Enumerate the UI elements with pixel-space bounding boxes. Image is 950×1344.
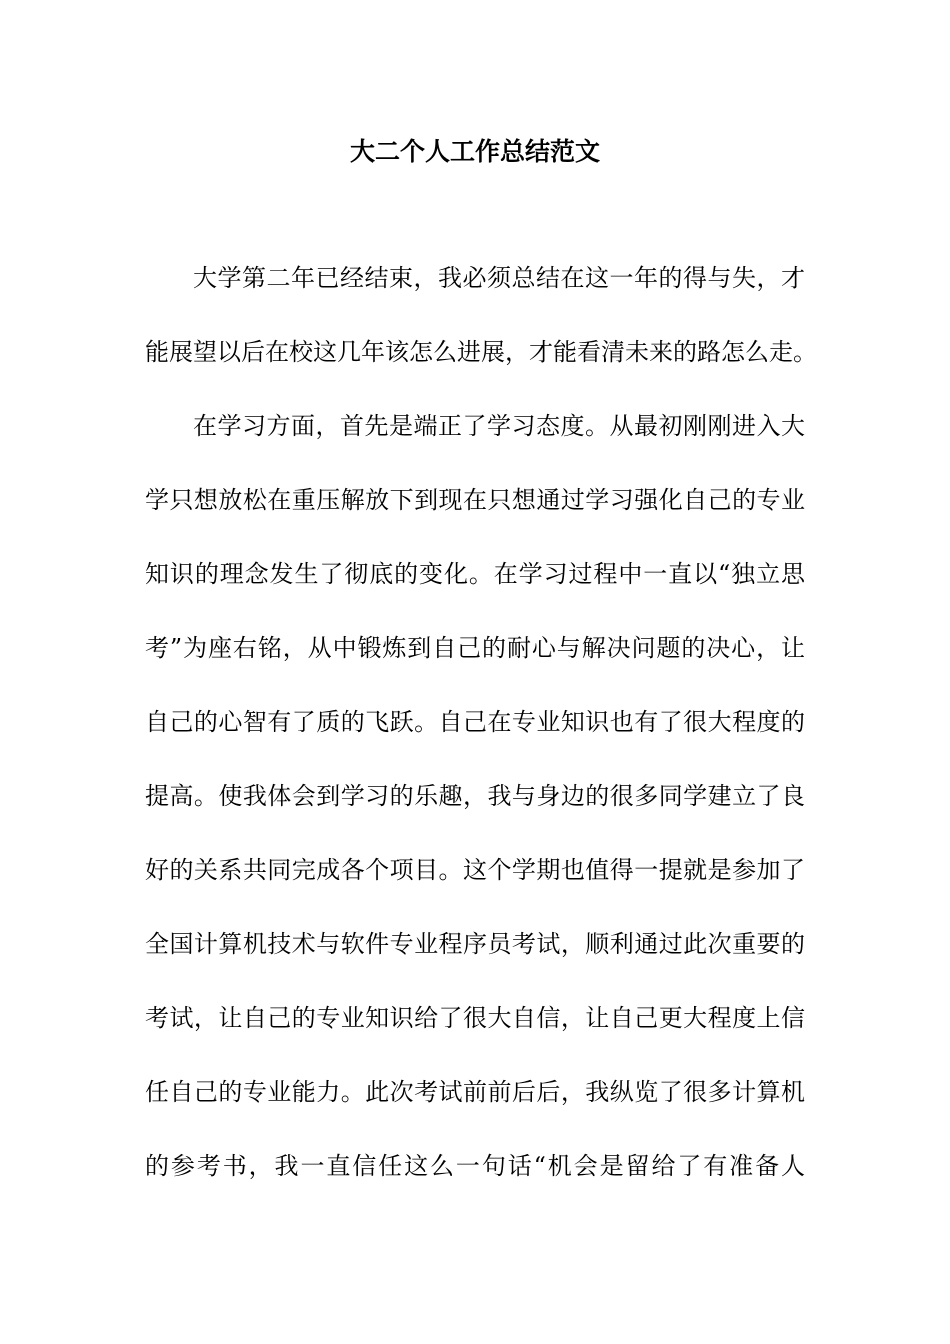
body-line: 知识的理念发生了彻底的变化。在学习过程中一直以“独立思 xyxy=(145,560,805,588)
body-line: 在学习方面，首先是端正了学习态度。从最初刚刚进入大 xyxy=(193,412,805,440)
document-title: 大二个人工作总结范文 xyxy=(349,137,600,166)
body-line: 学只想放松在重压解放下到现在只想通过学习强化自己的专业 xyxy=(145,486,805,514)
body-line: 全国计算机技术与软件专业程序员考试，顺利通过此次重要的 xyxy=(145,930,805,958)
body-line: 的参考书，我一直信任这么一句话“机会是留给了有准备人 xyxy=(145,1152,805,1180)
body-line: 考”为座右铭，从中锻炼到自己的耐心与解决问题的决心，让 xyxy=(145,634,805,662)
body-line: 自己的心智有了质的飞跃。自己在专业知识也有了很大程度的 xyxy=(145,708,805,736)
body-line: 能展望以后在校这几年该怎么进展，才能看清未来的路怎么走。 xyxy=(145,338,817,366)
body-line: 考试，让自己的专业知识给了很大自信，让自己更大程度上信 xyxy=(145,1004,805,1032)
body-line: 提高。使我体会到学习的乐趣，我与身边的很多同学建立了良 xyxy=(145,782,805,810)
body-line: 任自己的专业能力。此次考试前前后后，我纵览了很多计算机 xyxy=(145,1078,805,1106)
body-line: 好的关系共同完成各个项目。这个学期也值得一提就是参加了 xyxy=(145,856,805,884)
body-line: 大学第二年已经结束，我必须总结在这一年的得与失，才 xyxy=(193,264,805,292)
